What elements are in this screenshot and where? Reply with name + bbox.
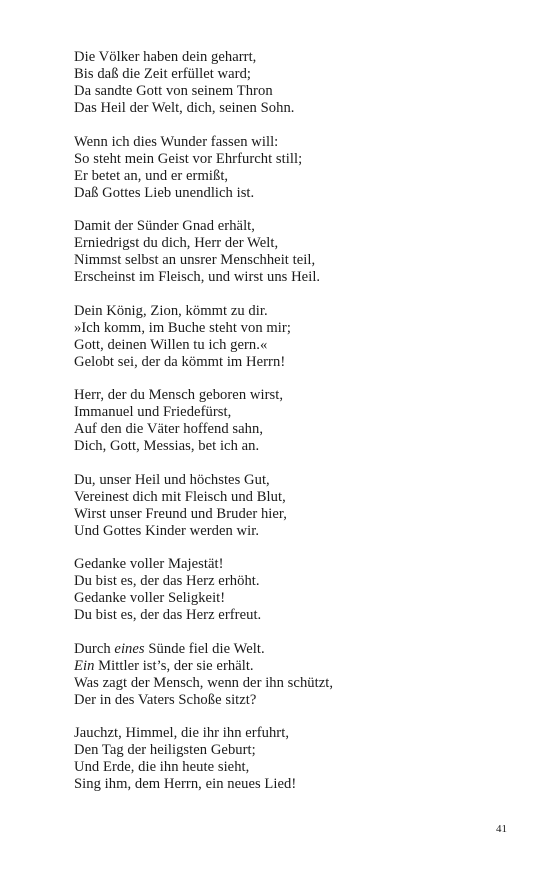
poem-line: [74, 354, 514, 371]
poem-line: [74, 269, 514, 286]
stanza: [74, 387, 514, 455]
poem: [74, 49, 514, 810]
stanza: [74, 472, 514, 540]
poem-line: [74, 151, 514, 168]
line-text: Er betet an, und er ermißt,: [74, 167, 229, 184]
poem-line: [74, 303, 514, 320]
emphasized-text: Ein: [74, 657, 95, 674]
line-text: Erniedrigst du dich, Herr der Welt,: [74, 235, 279, 251]
line-text: Den Tag der heiligsten Geburt;: [74, 742, 256, 758]
poem-line: [74, 100, 514, 117]
poem-line: [74, 387, 514, 404]
poem-line: [74, 320, 514, 337]
line-text: Durch: [74, 640, 115, 657]
stanza: [74, 49, 514, 117]
line-text: Dich, Gott, Messias, bet ich an.: [74, 438, 260, 454]
line-text: Du bist es, der das Herz erfreut.: [74, 607, 262, 623]
poem-line: [74, 742, 514, 759]
line-text: Nimmst selbst an unsrer Menschheit teil,: [74, 252, 316, 268]
line-text: Wenn ich dies Wunder fassen will:: [74, 133, 279, 150]
line-text: Das Heil der Welt, dich, seinen Sohn.: [74, 100, 295, 116]
poem-line: [74, 573, 514, 590]
poem-line: [74, 421, 514, 438]
line-text: So steht mein Geist vor Ehrfurcht still;: [74, 150, 303, 167]
poem-line: [74, 49, 514, 66]
poem-line: [74, 472, 514, 489]
line-text: Der in des Vaters Schoße sitzt?: [74, 691, 257, 708]
page-number: 41: [496, 823, 507, 835]
line-text: Gott, deinen Willen tu ich gern.«: [74, 336, 268, 353]
poem-line: [74, 692, 514, 709]
poem-line: [74, 725, 514, 742]
poem-line: [74, 252, 514, 269]
poem-line: [74, 134, 514, 151]
stanza: [74, 725, 514, 793]
poem-line: [74, 235, 514, 252]
poem-line: [74, 675, 514, 692]
line-text: Damit der Sünder Gnad erhält,: [74, 218, 255, 234]
line-text: Wirst unser Freund und Bruder hier,: [74, 505, 287, 522]
poem-line: [74, 523, 514, 540]
line-text: Bis daß die Zeit erfüllet ward;: [74, 66, 252, 82]
stanza: [74, 641, 514, 709]
poem-line: [74, 607, 514, 624]
poem-line: [74, 66, 514, 83]
poem-line: [74, 776, 514, 793]
line-text: Du bist es, der das Herz erhöht.: [74, 573, 260, 589]
poem-line: [74, 218, 514, 235]
line-text: Daß Gottes Lieb unendlich ist.: [74, 184, 255, 201]
poem-line: [74, 168, 514, 185]
line-text: Und Gottes Kinder werden wir.: [74, 522, 260, 539]
poem-line: [74, 438, 514, 455]
poem-line: [74, 641, 514, 658]
line-text: Immanuel und Friedefürst,: [74, 404, 232, 420]
poem-line: [74, 489, 514, 506]
poem-line: [74, 590, 514, 607]
line-text: Jauchzt, Himmel, die ihr ihn erfuhrt,: [74, 725, 290, 741]
line-text: Die Völker haben dein geharrt,: [74, 49, 257, 65]
line-text: Sing ihm, dem Herrn, ein neues Lied!: [74, 776, 297, 792]
stanza: [74, 303, 514, 371]
poem-line: [74, 658, 514, 675]
poem-line: [74, 506, 514, 523]
poem-line: [74, 556, 514, 573]
line-text: Und Erde, die ihn heute sieht,: [74, 759, 250, 775]
line-text: Was zagt der Mensch, wenn der ihn schützt,: [74, 674, 334, 691]
poem-line: [74, 759, 514, 776]
poem-line: [74, 404, 514, 421]
line-text: Du, unser Heil und höchstes Gut,: [74, 471, 270, 488]
emphasized-text: eines: [114, 640, 145, 657]
line-text: Auf den die Väter hoffend sahn,: [74, 421, 264, 437]
line-text: Gelobt sei, der da kömmt im Herrn!: [74, 353, 286, 370]
line-text: Vereinest dich mit Fleisch und Blut,: [74, 488, 286, 505]
line-text: Erscheinst im Fleisch, und wirst uns Heil.: [74, 269, 321, 285]
line-text: Gedanke voller Seligkeit!: [74, 590, 226, 606]
line-text: Sünde fiel die Welt.: [144, 640, 265, 657]
stanza: [74, 556, 514, 624]
line-text: Gedanke voller Majestät!: [74, 556, 224, 572]
line-text: Da sandte Gott von seinem Thron: [74, 83, 273, 99]
line-text: Herr, der du Mensch geboren wirst,: [74, 387, 284, 403]
poem-line: [74, 83, 514, 100]
poem-line: [74, 337, 514, 354]
stanza: [74, 218, 514, 286]
stanza: [74, 134, 514, 202]
line-text: Mittler ist’s, der sie erhält.: [94, 657, 254, 674]
line-text: »Ich komm, im Buche steht von mir;: [74, 319, 291, 336]
line-text: Dein König, Zion, kömmt zu dir.: [74, 302, 268, 319]
poem-line: [74, 185, 514, 202]
